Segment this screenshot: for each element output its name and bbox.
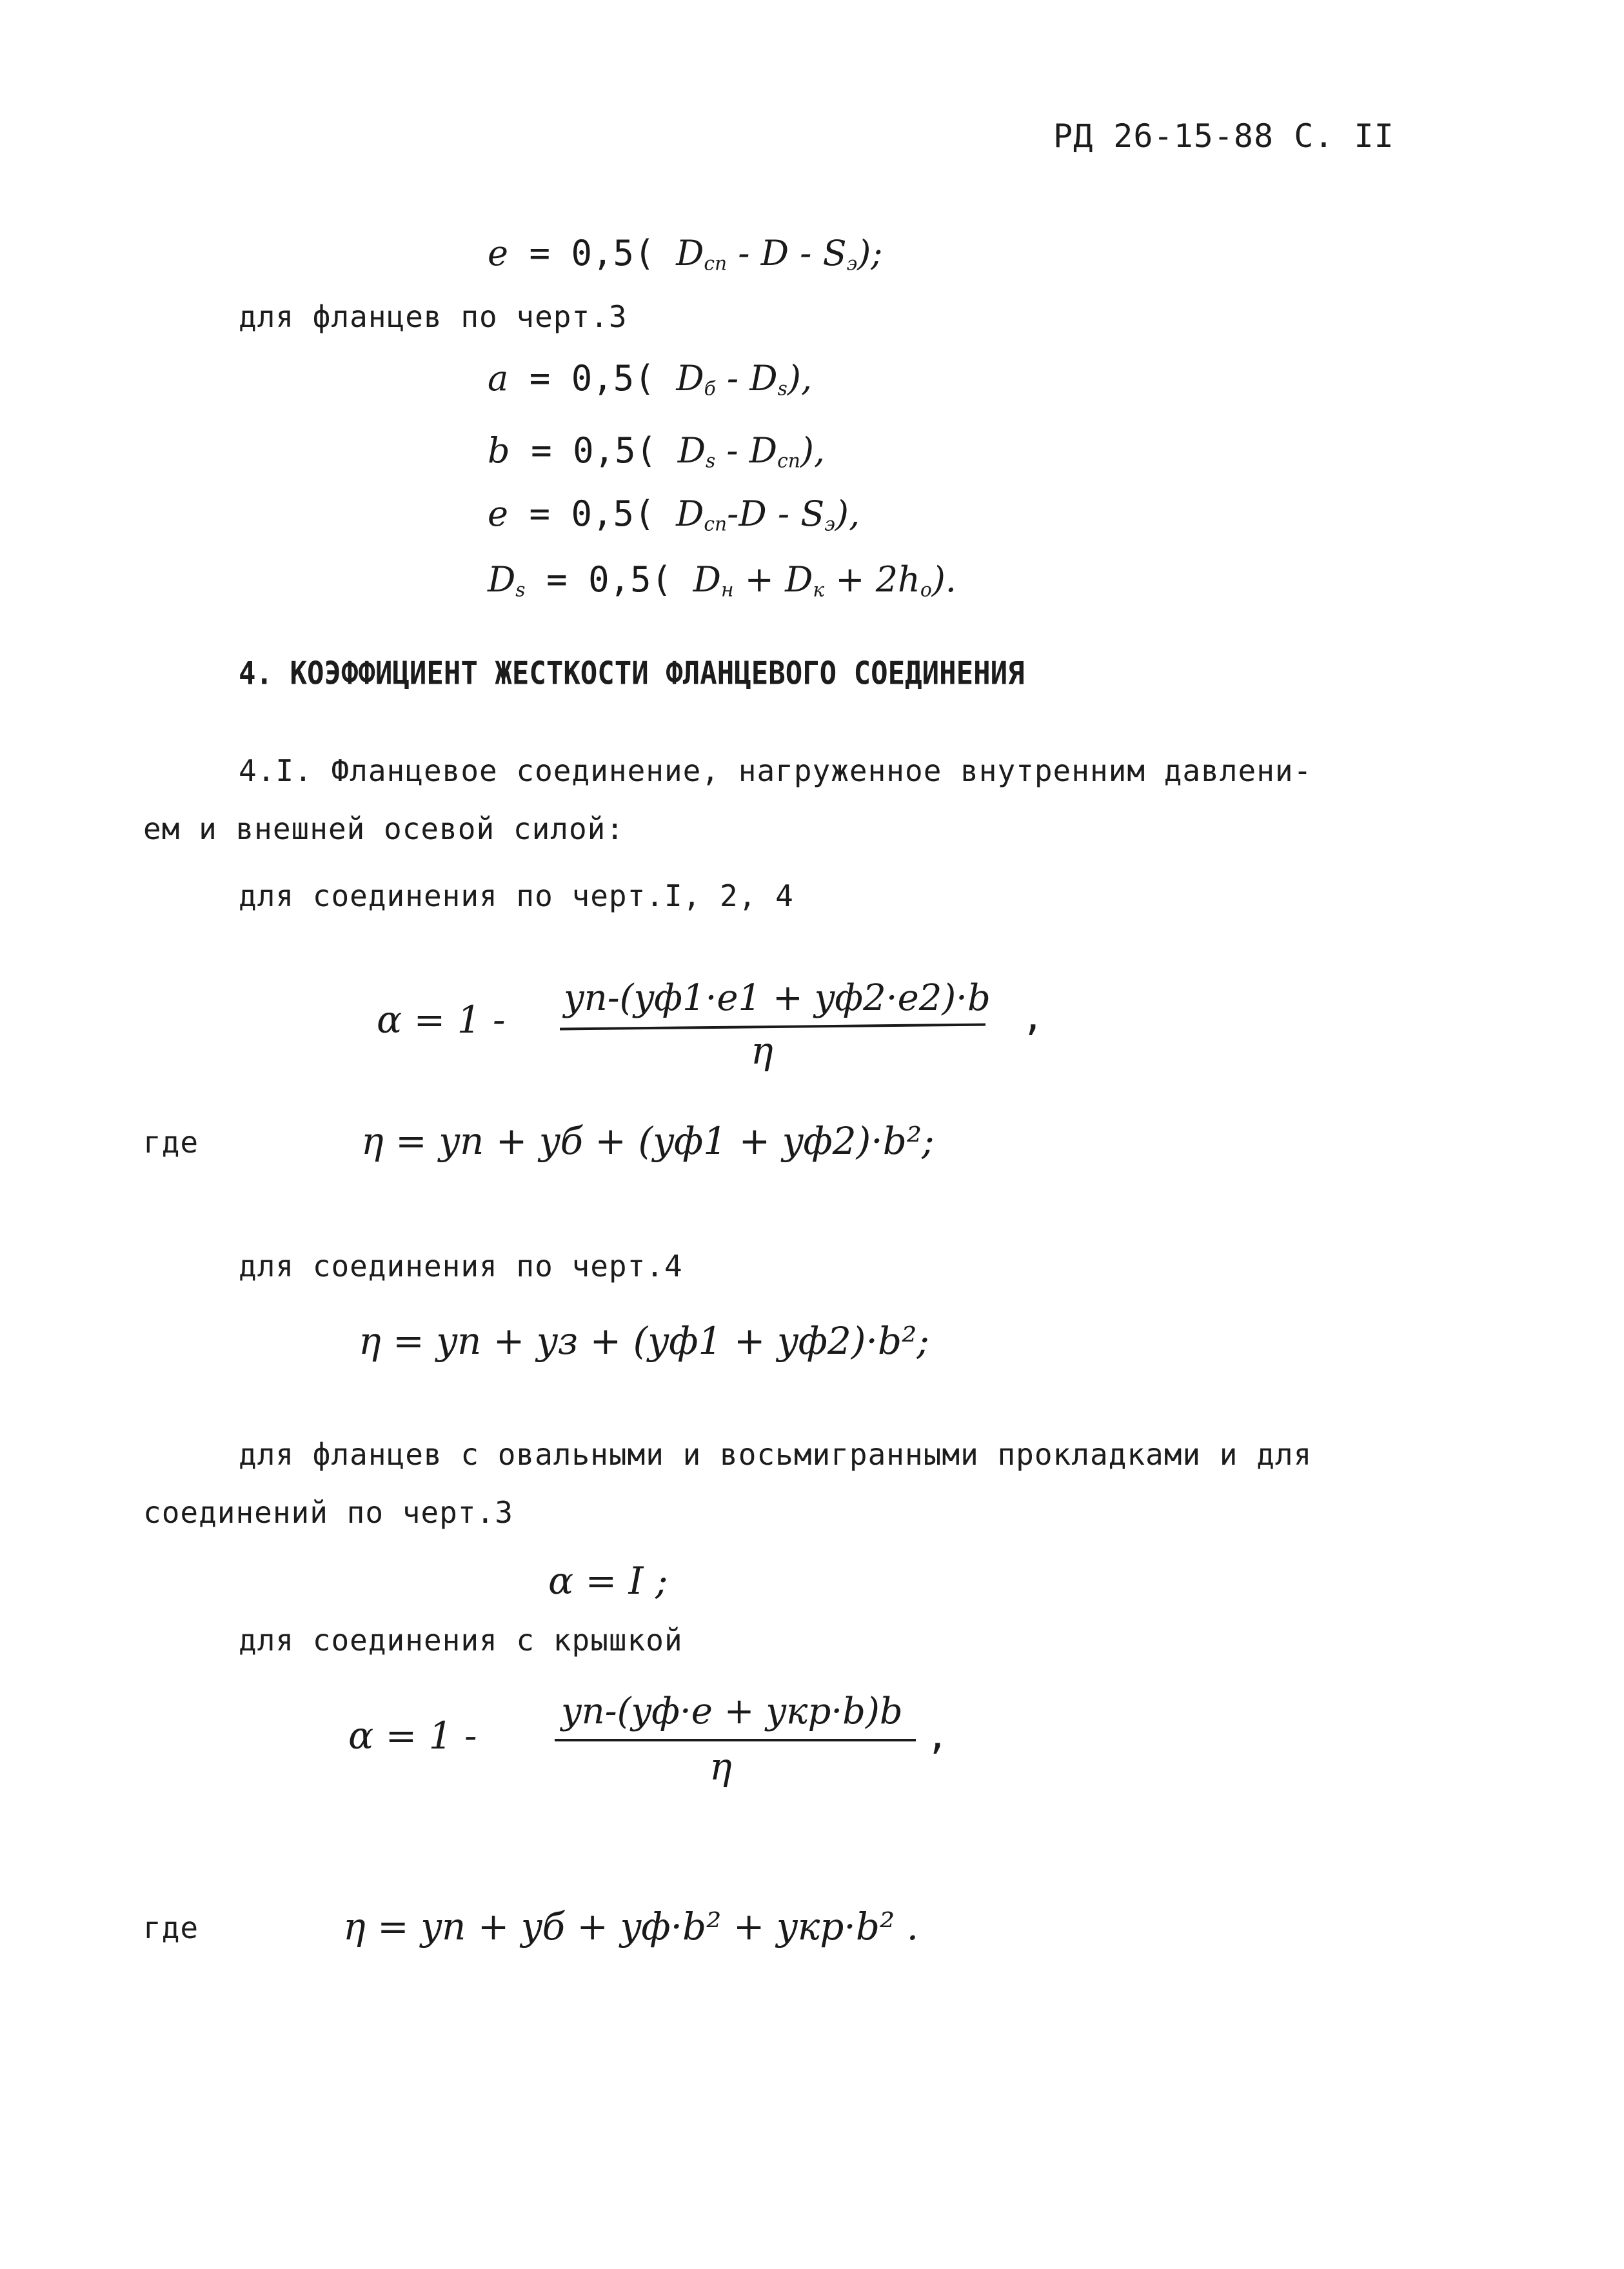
formula-e-1: e = 0,5( $D_{сп}$ - D - $S_э$); [488,233,883,275]
page-header: РД 26-15-88 С. II [1053,117,1394,155]
section-heading: 4. КОЭФФИЦИЕНТ ЖЕСТКОСТИ ФЛАНЦЕВОГО СОЕДИНЕНИЯ [239,655,1025,692]
alpha-2-numerator: yп-(yф·e + yкр·b)b [561,1690,903,1732]
oval-text-line1: для фланцев с овальными и восьмигранными прокладками и для [239,1437,1312,1472]
equation-eta-3: η = yп + yб + yф·b² + yкр·b² . [343,1905,919,1948]
alpha-2-denominator: η [709,1745,732,1788]
text-for-flanges-fig3: для фланцев по черт.3 [239,299,628,334]
text-for-joint-124: для соединения по черт.I, 2, 4 [239,878,794,913]
equation-eta-2: η = yп + yз + (yф1 + yф2)·b²; [359,1319,929,1363]
text-for-joint-cover: для соединения с крышкой [239,1623,683,1658]
label-where-1: где [143,1125,199,1160]
formula-a: a = 0,5( $D_б - D_s$), [488,358,813,401]
alpha-1-denominator: η [751,1029,773,1073]
formula-e-2: e = 0,5( $D_{сп}-D - S_э$), [488,493,860,536]
alpha-1-lhs: α = 1 - [377,998,506,1042]
text-for-joint-4: для соединения по черт.4 [239,1249,683,1283]
oval-text-line2: соединений по черт.3 [143,1495,513,1530]
fraction-bar-2 [555,1739,916,1741]
equation-alpha-equals-one: α = I ; [548,1559,668,1603]
paragraph-4-1-line1: 4.I. Фланцевое соединение, нагруженное внутренним давлени- [239,753,1312,788]
formula-b: b = 0,5( $D_s - D_{сп}$), [488,430,826,473]
paragraph-4-1-line2: ем и внешней осевой силой: [143,811,625,846]
formula-ds: $D_s = 0,5$( $D_н + D_к + 2h_o$). [488,559,956,602]
label-where-2: где [143,1910,199,1945]
alpha-2-lhs: α = 1 - [348,1714,477,1758]
equation-eta-1: η = yп + yб + (yф1 + yф2)·b²; [361,1119,935,1163]
alpha-1-numerator: yп-(yф1·e1 + yф2·e2)·b [564,977,991,1019]
